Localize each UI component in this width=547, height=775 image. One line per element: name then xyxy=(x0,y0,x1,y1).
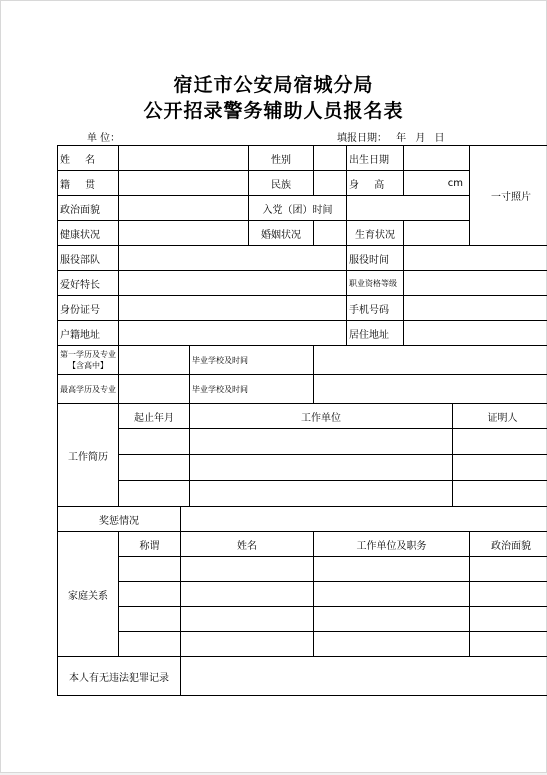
date-label: 填报日期： 年 月 日 xyxy=(337,133,445,144)
col-fam-title: 称谓 xyxy=(119,532,181,557)
col-fam-political: 政治面貌 xyxy=(470,532,547,557)
label-id-card: 身份证号 xyxy=(58,296,119,321)
col-resume-period: 起止年月 xyxy=(119,404,190,429)
field-gender[interactable] xyxy=(314,146,347,171)
label-residence: 居住地址 xyxy=(347,321,404,346)
label-name: 姓 名 xyxy=(58,146,119,171)
label-ethnic: 民族 xyxy=(249,171,314,196)
label-hukou: 户籍地址 xyxy=(58,321,119,346)
field-ethnic[interactable] xyxy=(314,171,347,196)
unit-label: 单 位： xyxy=(87,133,121,144)
resume-witness-cell[interactable] xyxy=(453,455,547,481)
field-residence[interactable] xyxy=(404,321,547,346)
title-line-2: 公开招录警务辅助人员报名表 xyxy=(143,100,404,122)
resume-unit-cell[interactable] xyxy=(190,429,453,455)
label-army-unit: 服役部队 xyxy=(58,246,119,271)
resume-witness-cell[interactable] xyxy=(453,481,547,507)
label-awards: 奖惩情况 xyxy=(58,507,181,532)
label-phone: 手机号码 xyxy=(347,296,404,321)
label-health: 健康状况 xyxy=(58,221,119,246)
field-top-edu[interactable] xyxy=(119,375,190,404)
label-height: 身 高 xyxy=(347,171,404,196)
field-qualification[interactable] xyxy=(404,271,547,296)
resume-period-cell[interactable] xyxy=(119,429,190,455)
resume-unit-cell[interactable] xyxy=(190,481,453,507)
label-gender: 性别 xyxy=(249,146,314,171)
field-criminal[interactable] xyxy=(181,657,547,696)
field-hobby[interactable] xyxy=(119,271,347,296)
field-id-card[interactable] xyxy=(119,296,347,321)
fam-unit-cell[interactable] xyxy=(314,632,470,657)
label-party-time: 入党（团）时间 xyxy=(249,196,347,221)
field-health[interactable] xyxy=(119,221,249,246)
field-fertility[interactable] xyxy=(404,221,470,246)
label-resume: 工作简历 xyxy=(58,404,119,507)
label-birth: 出生日期 xyxy=(347,146,404,171)
fam-title-cell[interactable] xyxy=(119,582,181,607)
label-top-edu: 最高学历及专业 xyxy=(58,375,119,404)
field-marital[interactable] xyxy=(314,221,347,246)
field-party-time[interactable] xyxy=(347,196,470,221)
label-political: 政治面貌 xyxy=(58,196,119,221)
fam-title-cell[interactable] xyxy=(119,607,181,632)
fam-political-cell[interactable] xyxy=(470,607,547,632)
label-first-edu: 第一学历及专业【含高中】 xyxy=(58,346,119,375)
fam-name-cell[interactable] xyxy=(181,557,314,582)
field-hukou[interactable] xyxy=(119,321,347,346)
field-army-unit[interactable] xyxy=(119,246,347,271)
field-phone[interactable] xyxy=(404,296,547,321)
fam-unit-cell[interactable] xyxy=(314,557,470,582)
label-criminal: 本人有无违法犯罪记录 xyxy=(58,657,181,696)
col-fam-name: 姓名 xyxy=(181,532,314,557)
resume-period-cell[interactable] xyxy=(119,455,190,481)
fam-title-cell[interactable] xyxy=(119,557,181,582)
resume-period-cell[interactable] xyxy=(119,481,190,507)
label-graduate-school-2: 毕业学校及时间 xyxy=(190,375,314,404)
col-resume-witness: 证明人 xyxy=(453,404,547,429)
label-army-time: 服役时间 xyxy=(347,246,404,271)
label-native: 籍 贯 xyxy=(58,171,119,196)
field-height[interactable]: cm xyxy=(404,171,470,196)
field-name[interactable] xyxy=(119,146,249,171)
fam-title-cell[interactable] xyxy=(119,632,181,657)
field-political[interactable] xyxy=(119,196,249,221)
fam-unit-cell[interactable] xyxy=(314,607,470,632)
label-hobby: 爱好特长 xyxy=(58,271,119,296)
col-resume-unit: 工作单位 xyxy=(190,404,453,429)
fam-political-cell[interactable] xyxy=(470,557,547,582)
field-awards[interactable] xyxy=(181,507,547,532)
resume-unit-cell[interactable] xyxy=(190,455,453,481)
registration-form-table xyxy=(57,145,547,696)
field-army-time[interactable] xyxy=(404,246,547,271)
fam-name-cell[interactable] xyxy=(181,632,314,657)
label-family: 家庭关系 xyxy=(58,532,119,657)
resume-witness-cell[interactable] xyxy=(453,429,547,455)
title-line-1: 宿迁市公安局宿城分局 xyxy=(173,74,374,96)
fam-name-cell[interactable] xyxy=(181,607,314,632)
col-fam-unit: 工作单位及职务 xyxy=(314,532,470,557)
label-qualification: 职业资格等级 xyxy=(347,271,404,296)
fam-political-cell[interactable] xyxy=(470,582,547,607)
fam-unit-cell[interactable] xyxy=(314,582,470,607)
field-birth[interactable] xyxy=(404,146,470,171)
field-first-edu[interactable] xyxy=(119,346,190,375)
field-graduate-school-2[interactable] xyxy=(314,375,547,404)
field-native[interactable] xyxy=(119,171,249,196)
label-marital: 婚姻状况 xyxy=(249,221,314,246)
photo-box[interactable]: 一寸照片 xyxy=(470,146,547,246)
fam-political-cell[interactable] xyxy=(470,632,547,657)
fam-name-cell[interactable] xyxy=(181,582,314,607)
label-graduate-school-1: 毕业学校及时间 xyxy=(190,346,314,375)
label-fertility: 生育状况 xyxy=(347,221,404,246)
field-graduate-school-1[interactable] xyxy=(314,346,547,375)
